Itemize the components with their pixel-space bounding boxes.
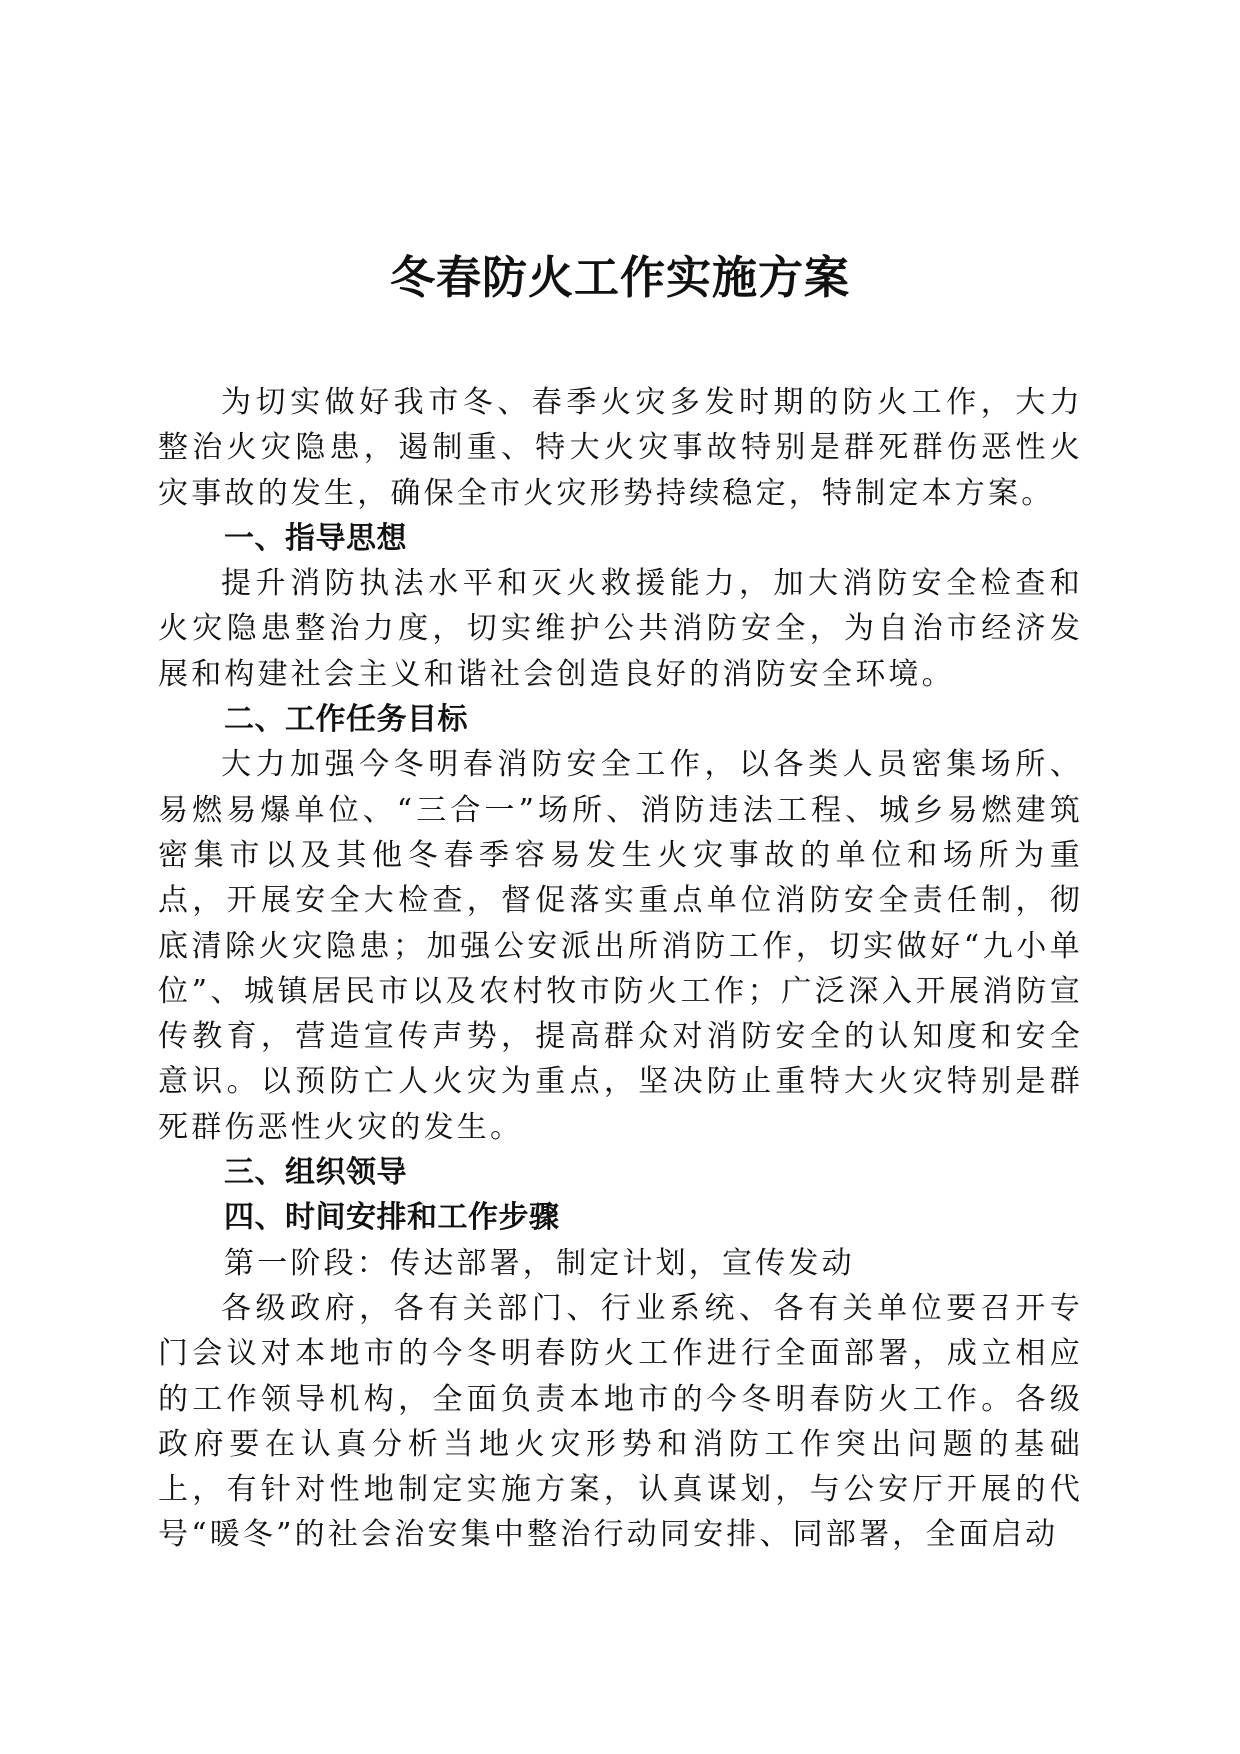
intro-paragraph: 为切实做好我市冬、春季火灾多发时期的防火工作，大力整治火灾隐患，遏制重、特大火灾事故特别是群死群伤恶性火灾事故的发生，确保全市火灾形势持续稳定，特制定本方案。 [158, 385, 1083, 511]
section-heading-guiding-thought: 一、指导思想 [224, 520, 407, 556]
stage-one-heading: 第一阶段：传达部署，制定计划，宣传发动 [224, 1245, 855, 1281]
guiding-thought-paragraph: 提升消防执法水平和灭火救援能力，加大消防安全检查和火灾隐患整治力度，切实维护公共消防安全，为自治市经济发展和构建社会主义和谐社会创造良好的消防安全环境。 [158, 566, 1083, 692]
section-heading-work-goals: 二、工作任务目标 [224, 702, 468, 738]
document-body [158, 380, 1083, 1558]
work-goals-paragraph: 大力加强今冬明春消防安全工作，以各类人员密集场所、易燃易爆单位、“三合一”场所、消防违法工程、城乡易燃建筑密集市以及其他冬春季容易发生火灾事故的单位和场所为重点，开展安全大检查，督促落实重点单位消防安全责任制，彻底清除火灾隐患；加强公安派出所消防工作，切实做好“九小单位”、城镇居民市以及农村牧市防火工作；广泛深入开展消防宣传教育，营造宣传声势，提高群众对消防安全的认知度和安全意识。以预防亡人火灾为重点，坚决防止重特大火灾特别是群死群伤恶性火灾的发生。 [158, 747, 1083, 1145]
document-title: 冬春防火工作实施方案 [389, 251, 850, 304]
section-heading-organization: 三、组织领导 [224, 1155, 407, 1191]
stage-one-paragraph: 各级政府，各有关部门、行业系统、各有关单位要召开专门会议对本地市的今冬明春防火工作进行全面部署，成立相应的工作领导机构，全面负责本地市的今冬明春防火工作。各级政府要在认真分析当地火灾形势和消防工作突出问题的基础上，有针对性地制定实施方案，认真谋划，与公安厅开展的代号“暖冬”的社会治安集中整治行动同安排、同部署，全面启动 [158, 1290, 1083, 1553]
section-heading-schedule: 四、时间安排和工作步骤 [224, 1200, 560, 1236]
